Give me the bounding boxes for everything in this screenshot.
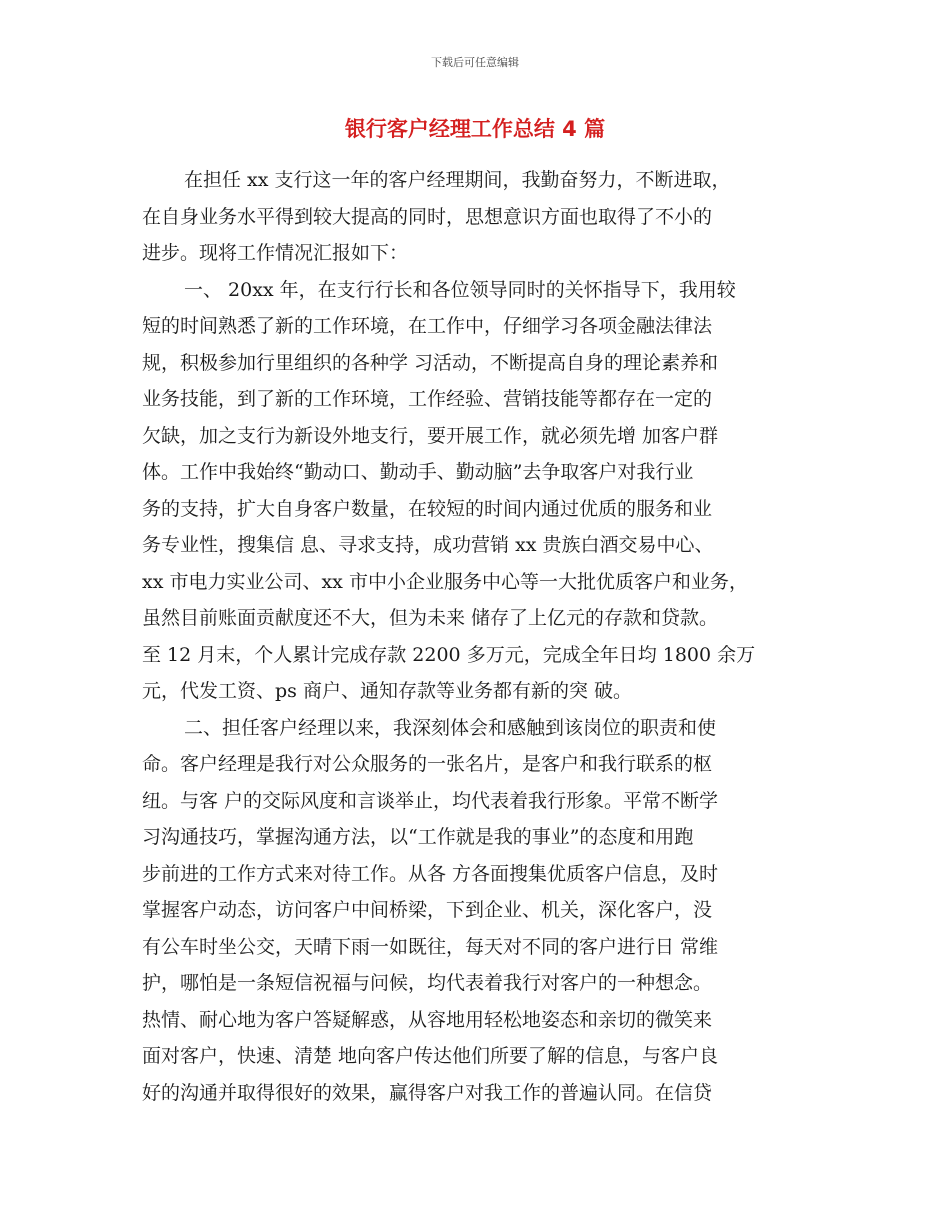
text-line: 面对客户，快速、清楚 地向客户传达他们所要了解的信息，与客户良 bbox=[142, 1045, 719, 1067]
text-line: 虽然目前账面贡献度还不大，但为未来 储存了上亿元的存款和贷款。 bbox=[142, 607, 719, 629]
text-line: 至 12 月末，个人累计完成存款 2200 多万元，完成全年日均 1800 余万 bbox=[142, 643, 756, 666]
text-line: 务的支持，扩大自身客户数量，在较短的时间内通过优质的服务和业 bbox=[142, 497, 713, 520]
text-line: 元，代发工资、ps 商户、通知存款等业务都有新的突 破。 bbox=[142, 680, 632, 702]
text-line: 规，积极参加行里组织的各种学 习活动，不断提高自身的理论素养和 bbox=[142, 351, 719, 374]
text-line: 习沟通技巧，掌握沟通方法，以“工作就是我的事业”的态度和用跑 bbox=[142, 826, 694, 848]
text-line: 命。客户经理是我行对公众服务的一张名片，是客户和我行联系的枢 bbox=[142, 753, 713, 775]
text-line: 热情、耐心地为客户答疑解惑，从容地用轻松地姿态和亲切的微笑来 bbox=[142, 1008, 713, 1031]
body-text bbox=[142, 162, 822, 1111]
document-title: 银行客户经理工作总结 4 篇 bbox=[344, 117, 606, 141]
text-line: 一、 20xx 年，在支行行长和各位领导同时的关怀指导下，我用较 bbox=[184, 278, 736, 301]
text-line: 有公车时坐公交，天晴下雨一如既往，每天对不同的客户进行日 常维 bbox=[142, 935, 719, 958]
header-note: 下载后可任意编辑 bbox=[431, 56, 519, 69]
text-line: 步前进的工作方式来对待工作。从各 方各面搜集优质客户信息，及时 bbox=[142, 862, 719, 885]
text-line: 在自身业务水平得到较大提高的同时，思想意识方面也取得了不小的 bbox=[142, 205, 713, 228]
text-line: 短的时间熟悉了新的工作环境，在工作中，仔细学习各项金融法律法 bbox=[142, 315, 713, 337]
text-line: xx 市电力实业公司、xx 市中小企业服务中心等一大批优质客户和业务， bbox=[142, 570, 748, 593]
text-line: 欠缺，加之支行为新设外地支行，要开展工作，就必须先增 加客户群 bbox=[142, 424, 719, 447]
text-line: 护，哪怕是一条短信祝福与问候，均代表着我行对客户的一种想念。 bbox=[142, 972, 713, 994]
text-line: 好的沟通并取得很好的效果，赢得客户对我工作的普遍认同。在信贷 bbox=[142, 1081, 713, 1104]
text-line: 在担任 xx 支行这一年的客户经理期间，我勤奋努力，不断进取， bbox=[184, 169, 731, 191]
text-line: 进步。现将工作情况汇报如下： bbox=[142, 242, 409, 264]
text-line: 务专业性，搜集信 息、寻求支持，成功营销 xx 贵族白酒交易中心、 bbox=[142, 534, 714, 556]
text-line: 纽。与客 户的交际风度和言谈举止，均代表着我行形象。平常不断学 bbox=[142, 789, 719, 812]
text-line: 体。工作中我始终“勤动口、勤动手、勤动脑”去争取客户对我行业 bbox=[142, 461, 694, 483]
text-line: 掌握客户动态，访问客户中间桥梁，下到企业、机关，深化客户，没 bbox=[142, 899, 713, 921]
text-line: 业务技能，到了新的工作环境，工作经验、营销技能等都存在一定的 bbox=[142, 388, 713, 410]
text-line: 二、担任客户经理以来，我深刻体会和感触到该岗位的职责和使 bbox=[184, 716, 717, 739]
